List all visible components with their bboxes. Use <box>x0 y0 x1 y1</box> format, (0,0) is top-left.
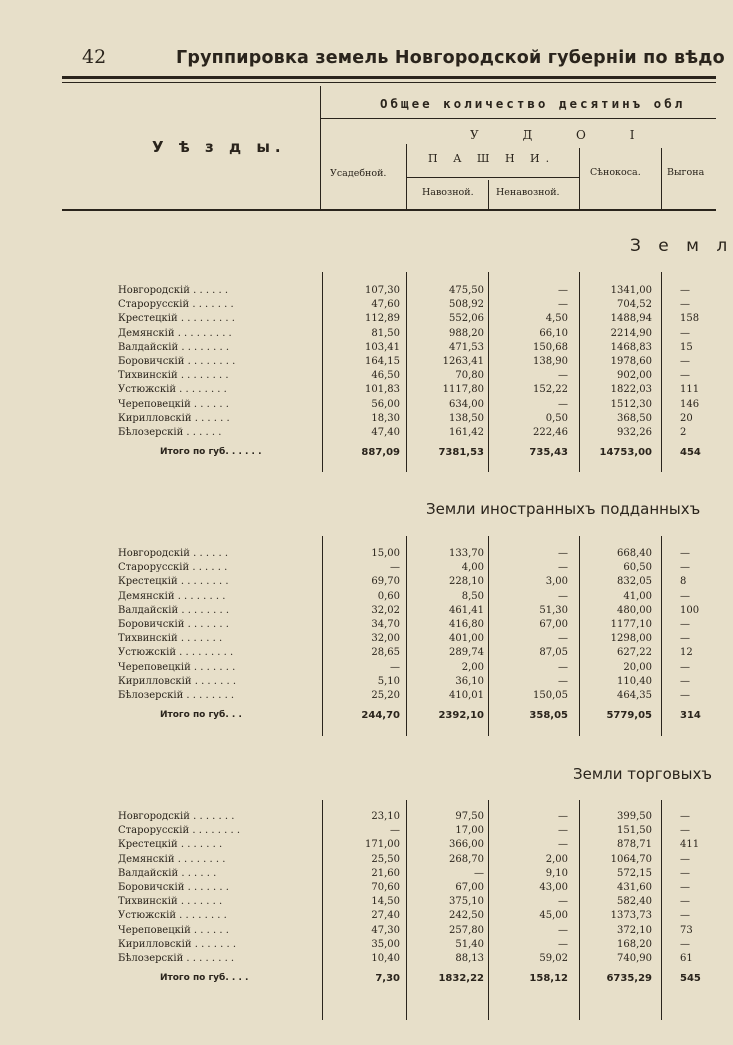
table-cell: — <box>680 882 690 893</box>
table-cell: 70,80 <box>455 370 484 382</box>
table-cell: 87,05 <box>539 647 568 659</box>
table-cell: 416,80 <box>449 619 484 630</box>
section-title: Земли торговыхъ <box>573 765 712 783</box>
table-cell: 464,35 <box>617 690 652 701</box>
table-cell: 4,50 <box>545 313 568 325</box>
uezd-name: Боровичскій . . . . . . . <box>118 882 229 893</box>
uezd-name: Демянскій . . . . . . . . . <box>118 327 232 339</box>
table-cell: 51,40 <box>455 938 484 950</box>
table-row <box>0 619 716 632</box>
table-cell: 17,00 <box>455 825 484 837</box>
table-cell: — <box>680 675 690 687</box>
table-row <box>0 562 716 575</box>
table-cell: 161,42 <box>449 427 484 438</box>
table-cell: 461,41 <box>449 604 484 616</box>
table-cell: 101,83 <box>365 384 400 396</box>
table-cell: 73 <box>680 924 693 936</box>
uezd-name: Старорусскій . . . . . . . . <box>118 825 241 837</box>
table-cell: — <box>474 867 484 879</box>
header-total-label: Общее количество десятинъ обл <box>380 96 686 111</box>
table-cell: — <box>558 896 568 908</box>
table-cell: — <box>680 853 690 865</box>
table-cell: 545 <box>680 973 701 984</box>
table-cell: 32,00 <box>371 633 400 645</box>
table-cell: 20,00 <box>623 661 652 673</box>
table-cell: 228,10 <box>449 576 484 588</box>
table-cell: 110,40 <box>617 675 652 687</box>
table-row <box>0 605 716 618</box>
table-cell: 12 <box>680 647 693 659</box>
uezd-name: Тихвинскій . . . . . . . <box>118 896 223 908</box>
table-cell: 627,22 <box>617 647 652 659</box>
table-cell: — <box>558 839 568 851</box>
header-pashni: П А Ш Н И. <box>428 152 556 165</box>
table-row <box>0 925 716 938</box>
table-cell: 2,00 <box>545 853 568 865</box>
table-cell: 366,00 <box>449 839 484 851</box>
table-row <box>0 356 716 369</box>
table-cell: 1263,41 <box>442 356 484 367</box>
table-cell: 168,20 <box>617 938 652 950</box>
table-cell: 18,30 <box>371 412 400 424</box>
table-row <box>0 825 716 838</box>
page-title: Группировка земель Новгородской губерніи по вѣдо <box>176 48 725 68</box>
table-cell: — <box>390 661 400 673</box>
table-cell: 171,00 <box>365 839 400 851</box>
table-cell: 902,00 <box>617 370 652 382</box>
table-cell: 151,50 <box>617 825 652 837</box>
table-cell: 878,71 <box>617 839 652 851</box>
table-cell: 32,02 <box>371 604 400 616</box>
table-row <box>0 676 716 689</box>
table-cell: 107,30 <box>365 285 400 296</box>
uezd-name: Старорусскій . . . . . . <box>118 562 228 574</box>
table-cell: — <box>558 924 568 936</box>
table-row <box>0 370 716 383</box>
table-cell: 158 <box>680 313 700 325</box>
table-cell: 634,00 <box>449 398 484 410</box>
table-cell: 399,50 <box>617 811 652 822</box>
uezd-name: Устюжскій . . . . . . . . <box>118 384 227 396</box>
table-cell: 60,50 <box>623 562 652 574</box>
table-cell: 1298,00 <box>610 633 652 645</box>
header-ugodya: У Д О І <box>470 128 655 142</box>
uezd-name: Кирилловскій . . . . . . <box>118 412 230 424</box>
table-cell: 2 <box>680 427 687 438</box>
table-cell: — <box>680 867 690 879</box>
table-cell: 1341,00 <box>610 285 652 296</box>
table-cell: 572,15 <box>617 867 652 879</box>
table-cell: 410,01 <box>449 690 484 701</box>
total-row <box>0 710 716 723</box>
table-row <box>0 939 716 952</box>
table-cell: — <box>680 370 690 382</box>
table-cell: — <box>680 938 690 950</box>
table-cell: — <box>390 825 400 837</box>
table-cell: 47,60 <box>371 299 400 311</box>
table-cell: 0,50 <box>545 412 568 424</box>
table-cell: 454 <box>680 447 701 458</box>
header-usadebnoy: Усадебной. <box>330 168 387 179</box>
table-cell: 668,40 <box>617 548 652 559</box>
table-cell: 480,00 <box>617 604 652 616</box>
table-cell: 27,40 <box>371 910 400 922</box>
header-vline <box>320 86 321 210</box>
table-cell: 0,60 <box>377 590 400 602</box>
table-cell: 150,68 <box>533 341 568 353</box>
table-cell: 552,06 <box>449 313 484 325</box>
table-cell: 1117,80 <box>442 384 484 396</box>
table-cell: — <box>558 562 568 574</box>
table-cell: 21,60 <box>371 867 400 879</box>
table-cell: 28,65 <box>371 647 400 659</box>
uezd-name: Крестецкій . . . . . . . . . <box>118 313 235 325</box>
table-cell: 368,50 <box>617 412 652 424</box>
table-cell: — <box>558 811 568 822</box>
table-cell: 15,00 <box>371 548 400 559</box>
table-cell: 146 <box>680 398 700 410</box>
header-vline <box>579 148 580 210</box>
table-cell: 43,00 <box>539 882 568 893</box>
header-hline <box>406 177 580 178</box>
table-row <box>0 591 716 604</box>
table-row <box>0 662 716 675</box>
table-cell: 1832,22 <box>438 973 484 984</box>
table-cell: 152,22 <box>533 384 568 396</box>
uezd-name: Крестецкій . . . . . . . . <box>118 576 229 588</box>
table-cell: 5779,05 <box>606 710 652 721</box>
table-row <box>0 576 716 589</box>
table-cell: — <box>558 825 568 837</box>
table-row <box>0 868 716 881</box>
table-cell: 138,90 <box>533 356 568 367</box>
uezd-name: Кирилловскій . . . . . . . <box>118 675 237 687</box>
table-cell: — <box>558 398 568 410</box>
table-row <box>0 328 716 341</box>
table-cell: 14753,00 <box>599 447 652 458</box>
table-cell: — <box>558 938 568 950</box>
table-cell: 158,12 <box>529 973 568 984</box>
table-cell: — <box>558 285 568 296</box>
uezd-name: Новгородскій . . . . . . . <box>118 811 235 822</box>
uezd-name: Череповецкій . . . . . . <box>118 398 229 410</box>
table-cell: 1488,94 <box>610 313 652 325</box>
header-nenavoznoy: Ненавозной. <box>496 187 560 198</box>
table-cell: 59,02 <box>539 953 568 964</box>
table-row <box>0 690 716 703</box>
table-cell: 56,00 <box>371 398 400 410</box>
table-cell: 832,05 <box>617 576 652 588</box>
uezd-name: Демянскій . . . . . . . . <box>118 590 226 602</box>
table-cell: 1177,10 <box>610 619 652 630</box>
table-cell: 112,89 <box>365 313 400 325</box>
header-vline <box>488 180 489 210</box>
table-cell: — <box>680 356 690 367</box>
table-cell: 7381,53 <box>438 447 484 458</box>
table-cell: 471,53 <box>449 341 484 353</box>
uezd-name: Валдайскій . . . . . . . . <box>118 604 230 616</box>
table-cell: 735,43 <box>529 447 568 458</box>
table-cell: 15 <box>680 341 693 353</box>
total-label: Итого по губ. . . . . . <box>160 447 262 457</box>
table-cell: — <box>680 825 690 837</box>
table-cell: 8,50 <box>461 590 484 602</box>
table-cell: 222,46 <box>533 427 568 438</box>
table-cell: 8 <box>680 576 687 588</box>
table-cell: 401,00 <box>449 633 484 645</box>
table-cell: 61 <box>680 953 693 964</box>
uezd-name: Демянскій . . . . . . . . <box>118 853 226 865</box>
header-hline <box>320 118 716 119</box>
table-cell: 103,41 <box>365 341 400 353</box>
table-row <box>0 313 716 326</box>
table-cell: 67,00 <box>539 619 568 630</box>
uezd-name: Устюжскій . . . . . . . . . <box>118 647 234 659</box>
table-cell: — <box>558 370 568 382</box>
table-row <box>0 811 716 824</box>
table-cell: 25,20 <box>371 690 400 701</box>
table-row <box>0 399 716 412</box>
table-cell: 988,20 <box>449 327 484 339</box>
table-cell: 150,05 <box>533 690 568 701</box>
table-cell: — <box>680 661 690 673</box>
table-cell: 932,26 <box>617 427 652 438</box>
table-cell: 887,09 <box>361 447 400 458</box>
table-cell: 244,70 <box>361 710 400 721</box>
table-cell: 51,30 <box>539 604 568 616</box>
table-cell: 133,70 <box>449 548 484 559</box>
table-cell: — <box>680 327 690 339</box>
table-cell: 164,15 <box>365 356 400 367</box>
table-cell: — <box>558 661 568 673</box>
uezd-name: Старорусскій . . . . . . . <box>118 299 234 311</box>
table-cell: 740,90 <box>617 953 652 964</box>
table-cell: 70,60 <box>371 882 400 893</box>
table-cell: 34,70 <box>371 619 400 630</box>
table-cell: 242,50 <box>449 910 484 922</box>
table-cell: — <box>558 675 568 687</box>
uezd-name: Бѣлозерскій . . . . . . <box>118 427 222 438</box>
header-vline <box>661 148 662 210</box>
table-cell: 69,70 <box>371 576 400 588</box>
table-cell: — <box>558 633 568 645</box>
table-row <box>0 427 716 440</box>
table-cell: 88,13 <box>455 953 484 964</box>
table-cell: — <box>680 590 690 602</box>
table-cell: 475,50 <box>449 285 484 296</box>
table-row <box>0 647 716 660</box>
table-cell: 14,50 <box>371 896 400 908</box>
table-cell: 2392,10 <box>438 710 484 721</box>
table-cell: 35,00 <box>371 938 400 950</box>
table-cell: 100 <box>680 604 700 616</box>
total-row <box>0 973 716 986</box>
table-row <box>0 953 716 966</box>
table-cell: 36,10 <box>455 675 484 687</box>
table-row <box>0 910 716 923</box>
table-cell: 268,70 <box>449 853 484 865</box>
uezd-name: Новгородскій . . . . . . <box>118 285 229 296</box>
uezd-name: Череповецкій . . . . . . . <box>118 661 236 673</box>
section-title: З е м л <box>630 236 733 256</box>
table-cell: 1512,30 <box>610 398 652 410</box>
table-cell: — <box>680 548 690 559</box>
table-cell: 375,10 <box>449 896 484 908</box>
table-cell: 1468,83 <box>610 341 652 353</box>
table-cell: — <box>680 562 690 574</box>
table-row <box>0 285 716 298</box>
table-cell: 1978,60 <box>610 356 652 367</box>
uezd-name: Крестецкій . . . . . . . <box>118 839 223 851</box>
total-row <box>0 447 716 460</box>
table-row <box>0 413 716 426</box>
table-row <box>0 299 716 312</box>
header-vline <box>406 144 407 210</box>
table-cell: 111 <box>680 384 700 396</box>
table-cell: 411 <box>680 839 700 851</box>
table-cell: 1064,70 <box>610 853 652 865</box>
header-bottom-rule <box>62 209 716 211</box>
table-cell: 372,10 <box>617 924 652 936</box>
table-cell: 23,10 <box>371 811 400 822</box>
table-cell: 47,30 <box>371 924 400 936</box>
table-cell: 289,74 <box>449 647 484 659</box>
table-cell: 508,92 <box>449 299 484 311</box>
table-cell: 314 <box>680 710 701 721</box>
table-cell: — <box>558 299 568 311</box>
table-cell: 1373,73 <box>610 910 652 922</box>
uezd-name: Бѣлозерскій . . . . . . . . <box>118 690 235 701</box>
table-cell: 1822,03 <box>610 384 652 396</box>
page-number: 42 <box>82 46 107 68</box>
table-cell: — <box>680 690 690 701</box>
top-rule-thin <box>62 82 716 83</box>
table-cell: 358,05 <box>529 710 568 721</box>
section-title: Земли иностранныхъ подданныхъ <box>426 500 701 518</box>
uezd-name: Устюжскій . . . . . . . . <box>118 910 227 922</box>
uezd-name: Бѣлозерскій . . . . . . . . <box>118 953 235 964</box>
table-cell: 10,40 <box>371 953 400 964</box>
table-cell: — <box>680 299 690 311</box>
header-navoznoy: Навозной. <box>422 187 474 198</box>
table-cell: — <box>680 910 690 922</box>
table-cell: 4,00 <box>461 562 484 574</box>
table-cell: — <box>680 896 690 908</box>
table-cell: 41,00 <box>623 590 652 602</box>
table-cell: 3,00 <box>545 576 568 588</box>
table-cell: 25,50 <box>371 853 400 865</box>
table-row <box>0 839 716 852</box>
total-label: Итого по губ. . . <box>160 710 242 720</box>
uezd-name: Боровичскій . . . . . . . . <box>118 356 236 367</box>
table-cell: 138,50 <box>449 412 484 424</box>
uezd-name: Валдайскій . . . . . . <box>118 867 217 879</box>
table-cell: 9,10 <box>545 867 568 879</box>
header-senokosa: Сѣнокоса. <box>590 167 641 178</box>
uezd-name: Валдайскій . . . . . . . . <box>118 341 230 353</box>
table-cell: — <box>680 811 690 822</box>
table-cell: 704,52 <box>617 299 652 311</box>
table-row <box>0 548 716 561</box>
header-vygona: Выгона <box>667 167 705 178</box>
table-cell: 6735,29 <box>606 973 652 984</box>
table-cell: — <box>558 548 568 559</box>
table-cell: — <box>558 590 568 602</box>
top-rule <box>62 76 716 79</box>
uezd-name: Кирилловскій . . . . . . . <box>118 938 237 950</box>
header-uezdy: У ѣ з д ы. <box>152 138 286 156</box>
uezd-name: Череповецкій . . . . . . <box>118 924 229 936</box>
table-cell: 81,50 <box>371 327 400 339</box>
table-cell: 7,30 <box>375 973 400 984</box>
table-cell: — <box>390 562 400 574</box>
table-cell: 2,00 <box>461 661 484 673</box>
table-cell: 45,00 <box>539 910 568 922</box>
table-cell: 582,40 <box>617 896 652 908</box>
total-label: Итого по губ. . . . <box>160 973 249 983</box>
table-row <box>0 633 716 646</box>
table-row <box>0 384 716 397</box>
table-cell: 20 <box>680 412 693 424</box>
table-cell: — <box>680 619 690 630</box>
table-cell: 431,60 <box>617 882 652 893</box>
table-cell: 67,00 <box>455 882 484 893</box>
uezd-name: Тихвинскій . . . . . . . . <box>118 370 229 382</box>
table-cell: 97,50 <box>455 811 484 822</box>
table-cell: 257,80 <box>449 924 484 936</box>
uezd-name: Тихвинскій . . . . . . . <box>118 633 223 645</box>
table-row <box>0 896 716 909</box>
table-cell: — <box>680 633 690 645</box>
table-cell: 66,10 <box>539 327 568 339</box>
table-cell: 46,50 <box>371 370 400 382</box>
table-cell: — <box>680 285 690 296</box>
table-row <box>0 882 716 895</box>
table-row <box>0 342 716 355</box>
table-cell: 2214,90 <box>610 327 652 339</box>
uezd-name: Боровичскій . . . . . . . <box>118 619 229 630</box>
table-cell: 47,40 <box>371 427 400 438</box>
table-row <box>0 854 716 867</box>
table-cell: 5,10 <box>377 675 400 687</box>
uezd-name: Новгородскій . . . . . . <box>118 548 229 559</box>
